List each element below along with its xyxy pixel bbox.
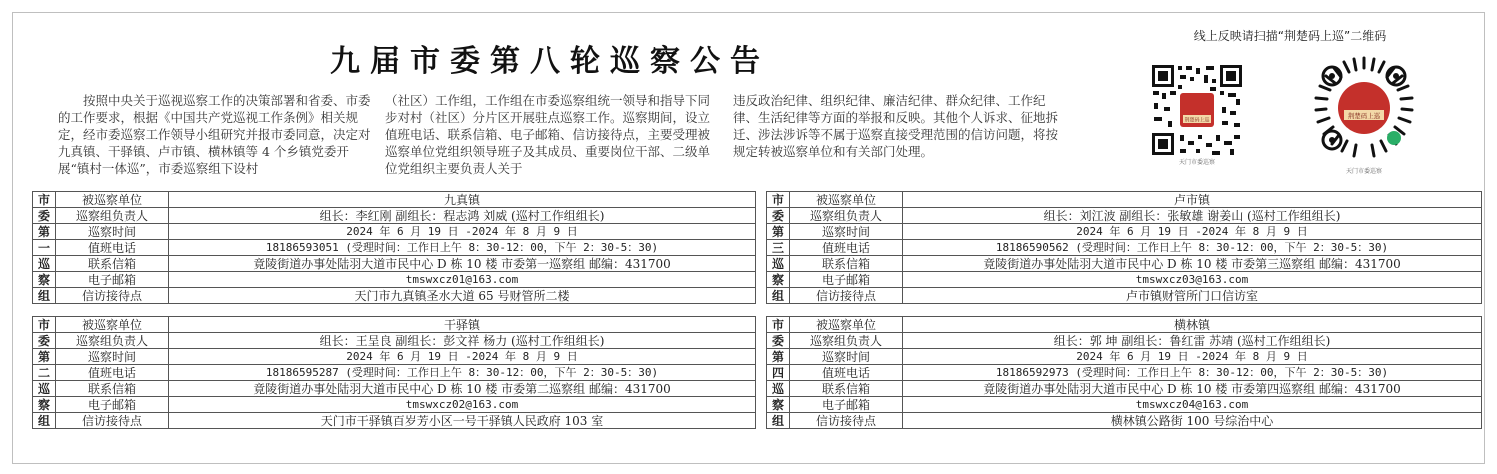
group-name-char: 巡 <box>767 256 790 272</box>
table-row <box>33 272 756 288</box>
row-label: 联系信箱 <box>56 256 169 272</box>
row-label: 巡察时间 <box>790 349 903 365</box>
row-label: 被巡察单位 <box>56 192 169 208</box>
row-label: 值班电话 <box>56 365 169 381</box>
row-label: 巡察组负责人 <box>790 333 903 349</box>
inspection-table-group-1 <box>32 191 756 304</box>
row-label: 被巡察单位 <box>56 317 169 333</box>
table-row <box>33 365 756 381</box>
table-row <box>767 192 1482 208</box>
group-name-char: 委 <box>767 208 790 224</box>
row-label: 联系信箱 <box>790 256 903 272</box>
mini-program-code-icon[interactable] <box>1308 52 1420 176</box>
inspection-table-group-2 <box>32 316 756 429</box>
reception-point: 横林镇公路街 100 号综治中心 <box>903 413 1482 429</box>
qr2-subcaption: 天门市委巡察 <box>1345 168 1383 175</box>
row-label: 被巡察单位 <box>790 192 903 208</box>
row-label: 信访接待点 <box>790 288 903 304</box>
row-label: 值班电话 <box>790 240 903 256</box>
mailing-address: 竟陵街道办事处陆羽大道市民中心 D 栋 10 楼 市委第二巡察组 邮编：431700 <box>169 381 756 397</box>
inspection-period: 2024 年 6 月 19 日 -2024 年 8 月 9 日 <box>903 349 1482 365</box>
row-label: 电子邮箱 <box>790 272 903 288</box>
group-name-char: 察 <box>33 397 56 413</box>
table-row <box>767 208 1482 224</box>
table-row <box>33 208 756 224</box>
qr-code-square-icon[interactable] <box>1150 63 1244 167</box>
group-name-char: 察 <box>767 272 790 288</box>
row-label: 巡察时间 <box>56 349 169 365</box>
row-label: 信访接待点 <box>790 413 903 429</box>
group-name-char: 委 <box>767 333 790 349</box>
row-label: 值班电话 <box>56 240 169 256</box>
intro-paragraph-col3: 违反政治纪律、组织纪律、廉洁纪律、群众纪律、工作纪律、生活纪律等方面的举报和反映。其他个人诉求、征地拆迁、涉法涉诉等不属于巡察直接受理范围的信访问题，将按规定转被巡察单位和有关部门处理。 <box>733 93 1059 159</box>
qr-caption: 线上反映请扫描“荆楚码上巡”二维码 <box>1193 29 1387 43</box>
group-name-char: 市 <box>767 192 790 208</box>
group-name-char: 委 <box>33 208 56 224</box>
table-row <box>767 413 1482 429</box>
row-label: 联系信箱 <box>56 381 169 397</box>
row-label: 巡察组负责人 <box>56 333 169 349</box>
group-name-char: 四 <box>767 365 790 381</box>
group-name-char: 二 <box>33 365 56 381</box>
duty-phone[interactable]: 18186593051 (受理时间：工作日上午 8：30-12：00，下午 2：30-5：30) <box>169 240 756 256</box>
row-label: 电子邮箱 <box>56 397 169 413</box>
inspection-period: 2024 年 6 月 19 日 -2024 年 8 月 9 日 <box>169 349 756 365</box>
group-name-char: 察 <box>33 272 56 288</box>
group-name-char: 第 <box>33 349 56 365</box>
intro-paragraph-col1: 按照中央关于巡视巡察工作的决策部署和省委、市委的工作要求，根据《中国共产党巡视工作条例》相关规定，经市委巡察工作领导小组研究并报市委同意，决定对九真镇、干驿镇、卢市镇、横林镇等 4 个乡镇党委开展“镇村一体巡”，市委巡察组下设村 <box>58 93 371 176</box>
email-link[interactable]: tmswxcz03@163.com <box>903 272 1482 288</box>
table-row <box>33 349 756 365</box>
group-name-char: 组 <box>767 288 790 304</box>
group-name-char: 察 <box>767 397 790 413</box>
reception-point: 天门市干驿镇百岁芳小区一号干驿镇人民政府 103 室 <box>169 413 756 429</box>
inspected-unit: 干驿镇 <box>169 317 756 333</box>
table-row <box>767 240 1482 256</box>
group-name-char: 第 <box>767 224 790 240</box>
inspected-unit: 卢市镇 <box>903 192 1482 208</box>
table-row <box>767 397 1482 413</box>
group-name-char: 组 <box>33 413 56 429</box>
reception-point: 天门市九真镇圣水大道 65 号财管所二楼 <box>169 288 756 304</box>
email-link[interactable]: tmswxcz04@163.com <box>903 397 1482 413</box>
table-row <box>33 413 756 429</box>
row-label: 被巡察单位 <box>790 317 903 333</box>
table-row <box>33 224 756 240</box>
table-row <box>767 365 1482 381</box>
mailing-address: 竟陵街道办事处陆羽大道市民中心 D 栋 10 楼 市委第三巡察组 邮编：431700 <box>903 256 1482 272</box>
group-name-char: 第 <box>33 224 56 240</box>
mailing-address: 竟陵街道办事处陆羽大道市民中心 D 栋 10 楼 市委第一巡察组 邮编：431700 <box>169 256 756 272</box>
table-row <box>767 288 1482 304</box>
reception-point: 卢市镇财管所门口信访室 <box>903 288 1482 304</box>
duty-phone[interactable]: 18186590562 (受理时间：工作日上午 8：30-12：00，下午 2：30-5：30) <box>903 240 1482 256</box>
group-name-char: 组 <box>33 288 56 304</box>
table-row <box>33 333 756 349</box>
table-row <box>767 272 1482 288</box>
qr1-logo-text: 荆楚码上巡 <box>1184 117 1210 124</box>
email-link[interactable]: tmswxcz02@163.com <box>169 397 756 413</box>
group-name-char: 第 <box>767 349 790 365</box>
group-name-char: 组 <box>767 413 790 429</box>
qr1-subcaption: 天门市委巡察 <box>1178 159 1216 166</box>
qr2-logo-text: 荆楚码上巡 <box>1347 112 1381 120</box>
group-name-char: 巡 <box>767 381 790 397</box>
group-name-char: 市 <box>767 317 790 333</box>
table-row <box>33 317 756 333</box>
duty-phone[interactable]: 18186592973 (受理时间：工作日上午 8：30-12：00，下午 2：30-5：30) <box>903 365 1482 381</box>
group-leaders: 组长：刘江波 副组长：张敏雄 谢姜山 (巡村工作组组长) <box>903 208 1482 224</box>
group-name-char: 三 <box>767 240 790 256</box>
group-leaders: 组长：李红刚 副组长：程志鸿 刘威 (巡村工作组组长) <box>169 208 756 224</box>
table-row <box>33 288 756 304</box>
table-row <box>33 397 756 413</box>
inspection-table-group-3 <box>766 191 1482 304</box>
group-name-char: 市 <box>33 192 56 208</box>
inspection-period: 2024 年 6 月 19 日 -2024 年 8 月 9 日 <box>903 224 1482 240</box>
group-leaders: 组长：郭 坤 副组长：鲁红雷 苏靖 (巡村工作组组长) <box>903 333 1482 349</box>
intro-paragraph-col2: （社区）工作组，工作组在市委巡察组统一领导和指导下同步对村（社区）分片区开展驻点巡察工作。巡察期间，设立值班电话、联系信箱、电子邮箱、信访接待点，主要受理被巡察单位党组织领导班子及其成员、重要岗位干部、二级单位党组织主要负责人关于 <box>385 93 711 176</box>
inspection-period: 2024 年 6 月 19 日 -2024 年 8 月 9 日 <box>169 224 756 240</box>
group-name-char: 委 <box>33 333 56 349</box>
email-link[interactable]: tmswxcz01@163.com <box>169 272 756 288</box>
group-name-char: 市 <box>33 317 56 333</box>
table-row <box>767 317 1482 333</box>
group-name-char: 一 <box>33 240 56 256</box>
group-name-char: 巡 <box>33 381 56 397</box>
row-label: 电子邮箱 <box>790 397 903 413</box>
row-label: 信访接待点 <box>56 413 169 429</box>
row-label: 巡察时间 <box>56 224 169 240</box>
row-label: 巡察组负责人 <box>790 208 903 224</box>
table-row <box>767 256 1482 272</box>
row-label: 电子邮箱 <box>56 272 169 288</box>
duty-phone[interactable]: 18186595287 (受理时间：工作日上午 8：30-12：00，下午 2：30-5：30) <box>169 365 756 381</box>
row-label: 值班电话 <box>790 365 903 381</box>
inspected-unit: 横林镇 <box>903 317 1482 333</box>
row-label: 联系信箱 <box>790 381 903 397</box>
table-row <box>33 381 756 397</box>
table-row <box>767 224 1482 240</box>
row-label: 巡察组负责人 <box>56 208 169 224</box>
group-name-char: 巡 <box>33 256 56 272</box>
inspected-unit: 九真镇 <box>169 192 756 208</box>
table-row <box>767 381 1482 397</box>
group-leaders: 组长：王呈良 副组长：彭文祥 杨力 (巡村工作组组长) <box>169 333 756 349</box>
inspection-table-group-4 <box>766 316 1482 429</box>
mailing-address: 竟陵街道办事处陆羽大道市民中心 D 栋 10 楼 市委第四巡察组 邮编：431700 <box>903 381 1482 397</box>
row-label: 信访接待点 <box>56 288 169 304</box>
table-row <box>33 256 756 272</box>
table-row <box>33 192 756 208</box>
table-row <box>767 333 1482 349</box>
table-row <box>33 240 756 256</box>
row-label: 巡察时间 <box>790 224 903 240</box>
notice-title: 九届市委第八轮巡察公告 <box>330 44 770 79</box>
table-row <box>767 349 1482 365</box>
